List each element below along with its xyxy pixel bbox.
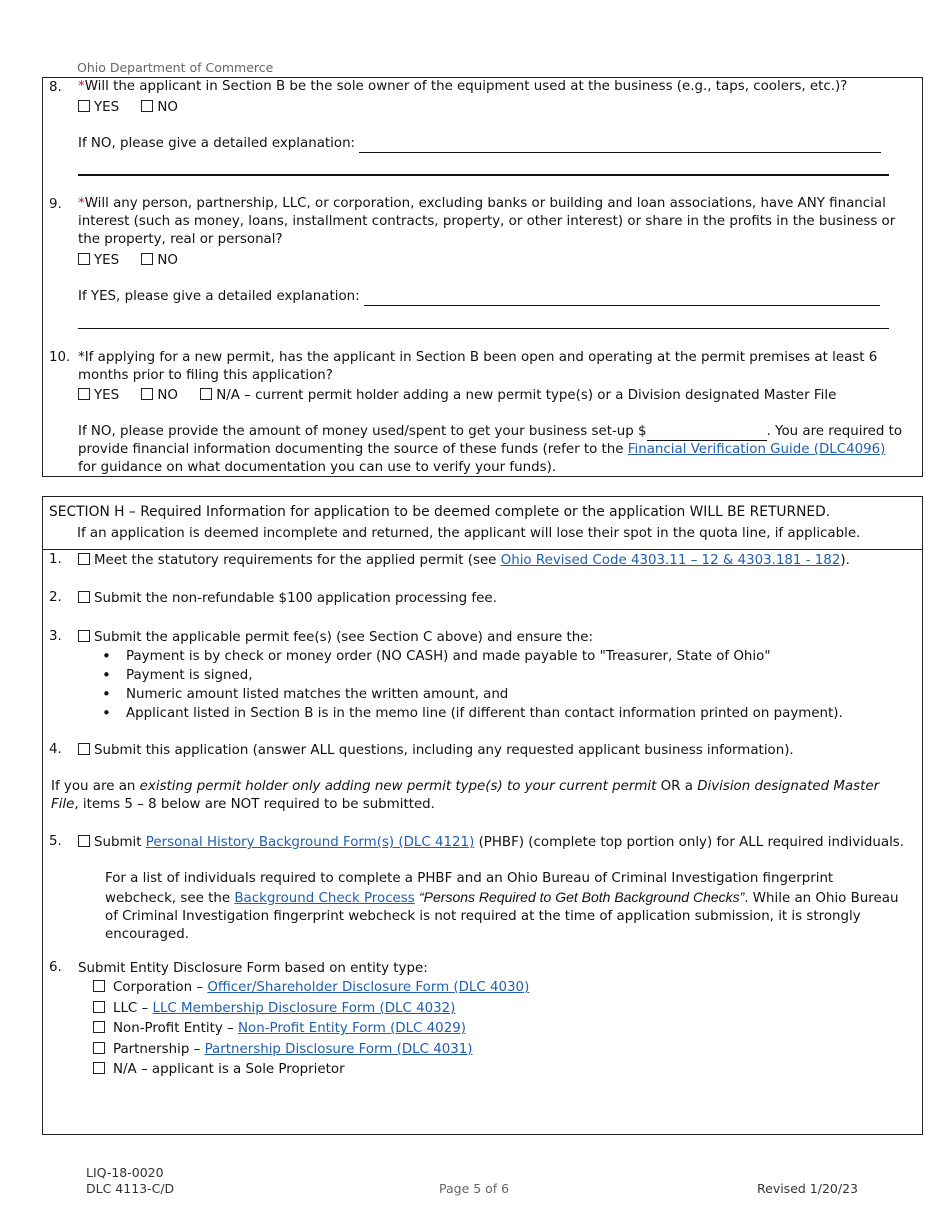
checkbox-icon[interactable]	[200, 388, 212, 400]
item-4: Submit this application (answer ALL questions, including any requested applicant business information).	[78, 742, 908, 760]
required-star: *	[78, 196, 85, 211]
checkbox-icon[interactable]	[93, 1062, 105, 1074]
item-6: Submit Entity Disclosure Form based on entity type:	[78, 961, 428, 976]
q8-number: 8.	[49, 80, 62, 95]
section-h-subtitle: If an application is deemed incomplete and returned, the applicant will lose their spot in the quota line, if applicable.	[77, 526, 861, 541]
header-org: Ohio Department of Commerce	[77, 60, 274, 75]
q9-options	[78, 252, 908, 270]
q9-number: 9.	[49, 197, 62, 212]
checkbox-icon[interactable]	[93, 1042, 105, 1054]
footer-form-id: LIQ-18-0020	[86, 1165, 164, 1180]
q8-question: *Will the applicant in Section B be the sole owner of the equipment used at the business (e.g., taps, coolers, etc.)?	[78, 79, 848, 94]
financial-verification-guide-link[interactable]: Financial Verification Guide (DLC4096)	[627, 442, 886, 457]
q9-yes-option[interactable]: YES	[78, 253, 119, 268]
llc-membership-form-link[interactable]: LLC Membership Disclosure Form (DLC 4032)	[152, 1000, 456, 1016]
checkbox-icon[interactable]	[78, 591, 90, 603]
personal-history-background-form-link[interactable]: Personal History Background Form(s) (DLC 4121)	[145, 835, 475, 850]
list-item: • Applicant listed in Section B is in the memo line (if different than contact information printed on payment).	[78, 704, 908, 723]
q8-explanation-field[interactable]	[359, 138, 881, 153]
entity-non-profit[interactable]: Non-Profit Entity – Non-Profit Entity Form (DLC 4029)	[93, 1019, 529, 1040]
item-3-bullets	[78, 647, 908, 723]
checkbox-icon[interactable]	[141, 100, 153, 112]
checkbox-icon[interactable]	[93, 1001, 105, 1013]
item-4-number: 4.	[49, 742, 62, 757]
q10-no-option[interactable]: NO	[141, 388, 178, 403]
q10-options	[78, 387, 908, 405]
item-1-number: 1.	[49, 552, 62, 567]
item-5-number: 5.	[49, 834, 62, 849]
questions-box	[42, 77, 923, 477]
entity-sole-proprietor[interactable]: N/A – applicant is a Sole Proprietor	[93, 1060, 529, 1081]
q10-money-paragraph: If NO, please provide the amount of money used/spent to get your business set-up $ . You are required to provide financial information documenting the source of these funds (refer to the Financial Verification Guide (DLC4096) for guidance on what documentation you can use to verify your funds).	[78, 424, 903, 475]
item-1: Meet the statutory requirements for the applied permit (see Ohio Revised Code 4303.11 – 12 & 4303.181 - 182).	[78, 552, 908, 570]
partnership-disclosure-form-link[interactable]: Partnership Disclosure Form (DLC 4031)	[204, 1041, 473, 1057]
ohio-revised-code-link[interactable]: Ohio Revised Code 4303.11 – 12 & 4303.181 - 182	[500, 553, 841, 568]
list-item: • Payment is by check or money order (NO CASH) and made payable to "Treasurer, State of Ohio"	[78, 647, 908, 666]
entity-corporation[interactable]: Corporation – Officer/Shareholder Disclosure Form (DLC 4030)	[93, 978, 529, 999]
q9-explanation-line-2[interactable]	[78, 328, 889, 329]
q8-options	[78, 99, 908, 117]
item-5-detail: For a list of individuals required to complete a PHBF and an Ohio Bureau of Criminal Investigation fingerprint webcheck, see the Background Check Process “Persons Required to Get Both Background Checks”. While an Ohio Bureau of Criminal Investigation fingerprint webcheck is not required at the time of application submission, it is strongly encouraged.	[105, 871, 899, 942]
q8-explanation-line-2[interactable]	[78, 174, 889, 176]
item-5: Submit Personal History Background Form(s) (DLC 4121) (PHBF) (complete top portion only) for ALL required individuals.	[78, 834, 908, 852]
exemption-note: If you are an existing permit holder only adding new permit type(s) to your current permit OR a Division designated Master File, items 5 – 8 below are NOT required to be submitted.	[51, 779, 880, 812]
item-6-number: 6.	[49, 960, 62, 975]
section-h-box	[42, 496, 923, 1135]
item-2: Submit the non-refundable $100 application processing fee.	[78, 590, 908, 608]
checkbox-icon[interactable]	[78, 630, 90, 642]
q9-explanation: If YES, please give a detailed explanation:	[78, 288, 908, 306]
officer-shareholder-form-link[interactable]: Officer/Shareholder Disclosure Form (DLC 4030)	[207, 980, 530, 995]
background-check-process-link[interactable]: Background Check Process	[234, 891, 415, 906]
q8-yes-option[interactable]: YES	[78, 100, 119, 115]
entity-list	[93, 978, 529, 1081]
list-item: • Numeric amount listed matches the written amount, and	[78, 685, 908, 704]
item-2-number: 2.	[49, 590, 62, 605]
checkbox-icon[interactable]	[141, 388, 153, 400]
required-star: *	[78, 79, 85, 94]
section-h-header	[43, 497, 922, 550]
footer-dlc: DLC 4113-C/D	[86, 1181, 175, 1196]
checkbox-icon[interactable]	[78, 100, 90, 112]
checkbox-icon[interactable]	[78, 553, 90, 565]
q8-explanation: If NO, please give a detailed explanation:	[78, 135, 908, 153]
checkbox-icon[interactable]	[93, 980, 105, 992]
item-3: Submit the applicable permit fee(s) (see Section C above) and ensure the:	[78, 629, 908, 647]
entity-llc[interactable]: LLC – LLC Membership Disclosure Form (DLC 4032)	[93, 999, 529, 1020]
checkbox-icon[interactable]	[78, 835, 90, 847]
checkbox-icon[interactable]	[93, 1021, 105, 1033]
q9-question: *Will any person, partnership, LLC, or corporation, excluding banks or building and loan associations, have ANY financial interest (such as money, loans, installment contracts, property, or other interest) or share in the profits in the business or the property, real or personal?	[78, 196, 896, 247]
entity-partnership[interactable]: Partnership – Partnership Disclosure Form (DLC 4031)	[93, 1040, 529, 1061]
checkbox-icon[interactable]	[78, 388, 90, 400]
q10-yes-option[interactable]: YES	[78, 388, 119, 403]
q9-no-option[interactable]: NO	[141, 253, 178, 268]
q9-explanation-field[interactable]	[364, 291, 880, 306]
footer-revised: Revised 1/20/23	[757, 1181, 858, 1196]
checkbox-icon[interactable]	[141, 253, 153, 265]
non-profit-entity-form-link[interactable]: Non-Profit Entity Form (DLC 4029)	[238, 1021, 466, 1036]
q10-na-option[interactable]: N/A – current permit holder adding a new permit type(s) or a Division designated Master File	[200, 388, 836, 403]
checkbox-icon[interactable]	[78, 253, 90, 265]
q10-money-field[interactable]	[647, 427, 767, 441]
checkbox-icon[interactable]	[78, 743, 90, 755]
footer-page-number: Page 5 of 6	[439, 1181, 510, 1196]
section-h-title: SECTION H – Required Information for application to be deemed complete or the application WILL BE RETURNED.	[49, 504, 831, 520]
q8-no-option[interactable]: NO	[141, 100, 178, 115]
item-3-number: 3.	[49, 629, 62, 644]
list-item: • Payment is signed,	[78, 666, 908, 685]
q10-question: *If applying for a new permit, has the applicant in Section B been open and operating at the permit premises at least 6 months prior to filing this application?	[78, 350, 878, 383]
q10-number: 10.	[49, 350, 71, 365]
